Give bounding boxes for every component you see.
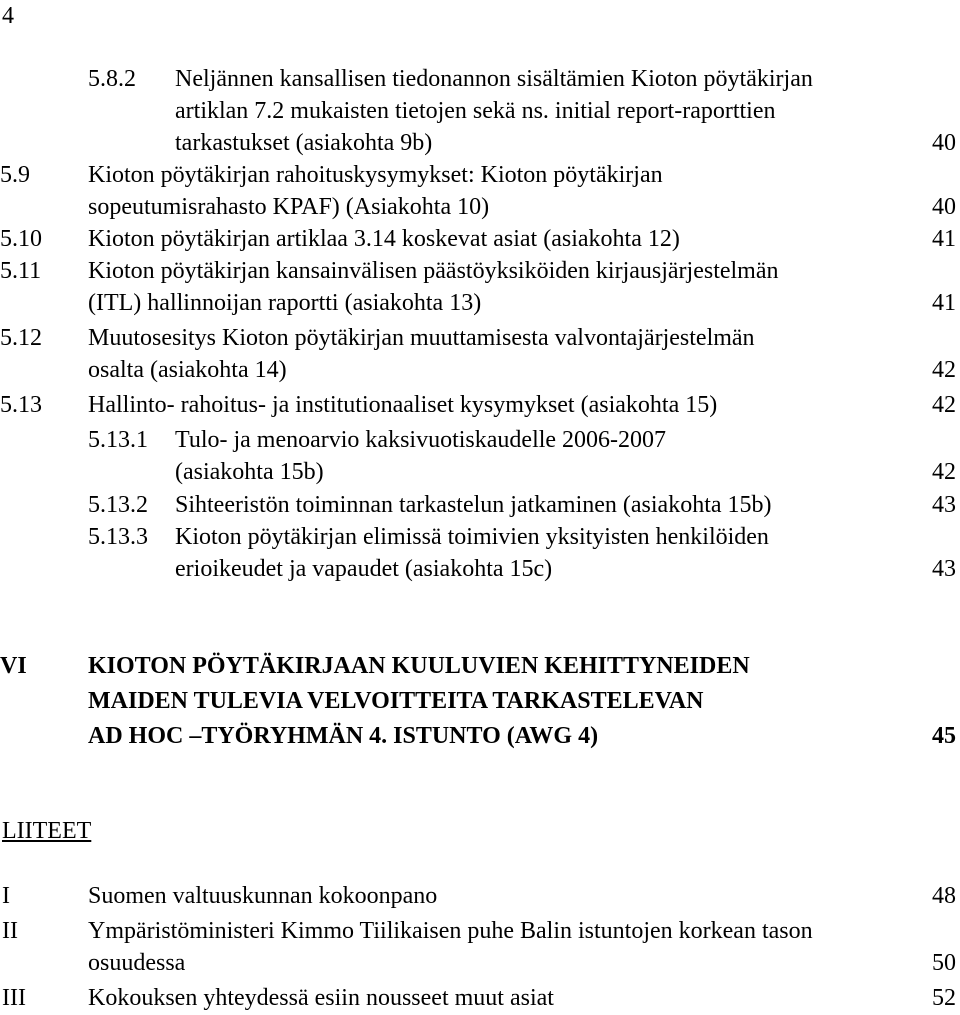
toc-entry-page: 40 <box>932 130 956 156</box>
toc-entry-page: 41 <box>932 226 956 252</box>
toc-entry-5-13-3[interactable] <box>0 521 960 553</box>
toc-entry-number: 5.13.3 <box>88 524 148 550</box>
toc-entry-5-12[interactable] <box>0 322 960 354</box>
toc-entry-title: Kioton pöytäkirjan elimissä toimivien yksityisten henkilöiden <box>175 524 769 550</box>
toc-entry-5-13-1-line2[interactable] <box>0 456 960 488</box>
toc-entry-number: 5.9 <box>0 162 30 188</box>
toc-entry-page: 40 <box>932 194 956 220</box>
appendix-number: I <box>2 883 10 909</box>
appendix-page: 50 <box>932 950 956 976</box>
toc-entry-title: Kioton pöytäkirjan kansainvälisen päästöyksiköiden kirjausjärjestelmän <box>88 258 779 284</box>
toc-entry-title: osalta (asiakohta 14) <box>88 357 287 383</box>
toc-entry-number: 5.10 <box>0 226 42 252</box>
appendix-page: 52 <box>932 985 956 1011</box>
toc-entry-page: 43 <box>932 492 956 518</box>
toc-entry-title: (ITL) hallinnoijan raportti (asiakohta 13) <box>88 290 482 316</box>
toc-entry-number: 5.8.2 <box>88 66 136 92</box>
appendix-title: Suomen valtuuskunnan kokoonpano <box>88 883 438 909</box>
toc-entry-title: sopeutumisrahasto KPAF) (Asiakohta 10) <box>88 194 490 220</box>
toc-entry-title: Tulo- ja menoarvio kaksivuotiskaudelle 2006-2007 <box>175 427 667 453</box>
toc-entry-5-12-line2[interactable] <box>0 354 960 386</box>
toc-chapter-vi-line2[interactable] <box>0 685 960 717</box>
toc-entry-page: 42 <box>932 459 956 485</box>
toc-entry-5-13-2[interactable] <box>0 489 960 521</box>
appendix-title: Kokouksen yhteydessä esiin nousseet muut asiat <box>88 985 554 1011</box>
toc-entry-page: 42 <box>932 357 956 383</box>
toc-entry-title: artiklan 7.2 mukaisten tietojen sekä ns. initial report-raporttien <box>175 98 776 124</box>
toc-entry-5-13-1[interactable] <box>0 424 960 456</box>
toc-entry-5-8-2[interactable] <box>0 63 960 95</box>
appendix-title: osuudessa <box>88 950 186 976</box>
toc-entry-title: tarkastukset (asiakohta 9b) <box>175 130 433 156</box>
toc-entry-title: Sihteeristön toiminnan tarkastelun jatkaminen (asiakohta 15b) <box>175 492 772 518</box>
toc-entry-title: erioikeudet ja vapaudet (asiakohta 15c) <box>175 556 553 582</box>
toc-entry-number: 5.13.2 <box>88 492 148 518</box>
toc-entry-page: 42 <box>932 392 956 418</box>
toc-entry-title: Neljännen kansallisen tiedonannon sisältämien Kioton pöytäkirjan <box>175 66 813 92</box>
appendix-number: III <box>2 985 26 1011</box>
toc-entry-number: 5.11 <box>0 258 42 284</box>
page-number: 4 <box>2 3 14 29</box>
toc-entry-5-11[interactable] <box>0 255 960 287</box>
toc-chapter-title: MAIDEN TULEVIA VELVOITTEITA TARKASTELEVAN <box>88 688 704 714</box>
toc-entry-page: 41 <box>932 290 956 316</box>
toc-chapter-page: 45 <box>932 723 956 749</box>
toc-entry-5-13[interactable] <box>0 389 960 421</box>
toc-entry-5-9[interactable] <box>0 159 960 191</box>
appendix-entry-iii[interactable] <box>0 982 960 1014</box>
toc-chapter-vi[interactable] <box>0 650 960 682</box>
toc-entry-number: 5.13 <box>0 392 42 418</box>
appendix-entry-i[interactable] <box>0 880 960 912</box>
appendix-entry-ii-line2[interactable] <box>0 947 960 979</box>
toc-entry-page: 43 <box>932 556 956 582</box>
appendix-entry-ii[interactable] <box>0 915 960 947</box>
toc-entry-title: Kioton pöytäkirjan artiklaa 3.14 koskevat asiat (asiakohta 12) <box>88 226 680 252</box>
toc-entry-5-10[interactable] <box>0 223 960 255</box>
toc-entry-title: Kioton pöytäkirjan rahoituskysymykset: Kioton pöytäkirjan <box>88 162 663 188</box>
toc-entry-5-13-3-line2[interactable] <box>0 553 960 585</box>
toc-entry-5-8-2-line2[interactable] <box>0 95 960 127</box>
appendix-number: II <box>2 918 18 944</box>
toc-entry-number: 5.13.1 <box>88 427 148 453</box>
toc-chapter-title: AD HOC –TYÖRYHMÄN 4. ISTUNTO (AWG 4) <box>88 723 599 749</box>
appendix-page: 48 <box>932 883 956 909</box>
appendix-heading: LIITEET <box>2 818 92 844</box>
toc-chapter-number: VI <box>0 653 27 679</box>
toc-entry-title: (asiakohta 15b) <box>175 459 324 485</box>
appendix-title: Ympäristöministeri Kimmo Tiilikaisen puhe Balin istuntojen korkean tason <box>88 918 813 944</box>
toc-entry-5-11-line2[interactable] <box>0 287 960 319</box>
toc-chapter-title: KIOTON PÖYTÄKIRJAAN KUULUVIEN KEHITTYNEIDEN <box>88 653 750 679</box>
toc-chapter-vi-line3[interactable] <box>0 720 960 752</box>
toc-entry-5-9-line2[interactable] <box>0 191 960 223</box>
toc-entry-title: Hallinto- rahoitus- ja institutionaaliset kysymykset (asiakohta 15) <box>88 392 718 418</box>
toc-entry-5-8-2-line3[interactable] <box>0 127 960 159</box>
toc-entry-number: 5.12 <box>0 325 42 351</box>
toc-entry-title: Muutosesitys Kioton pöytäkirjan muuttamisesta valvontajärjestelmän <box>88 325 755 351</box>
